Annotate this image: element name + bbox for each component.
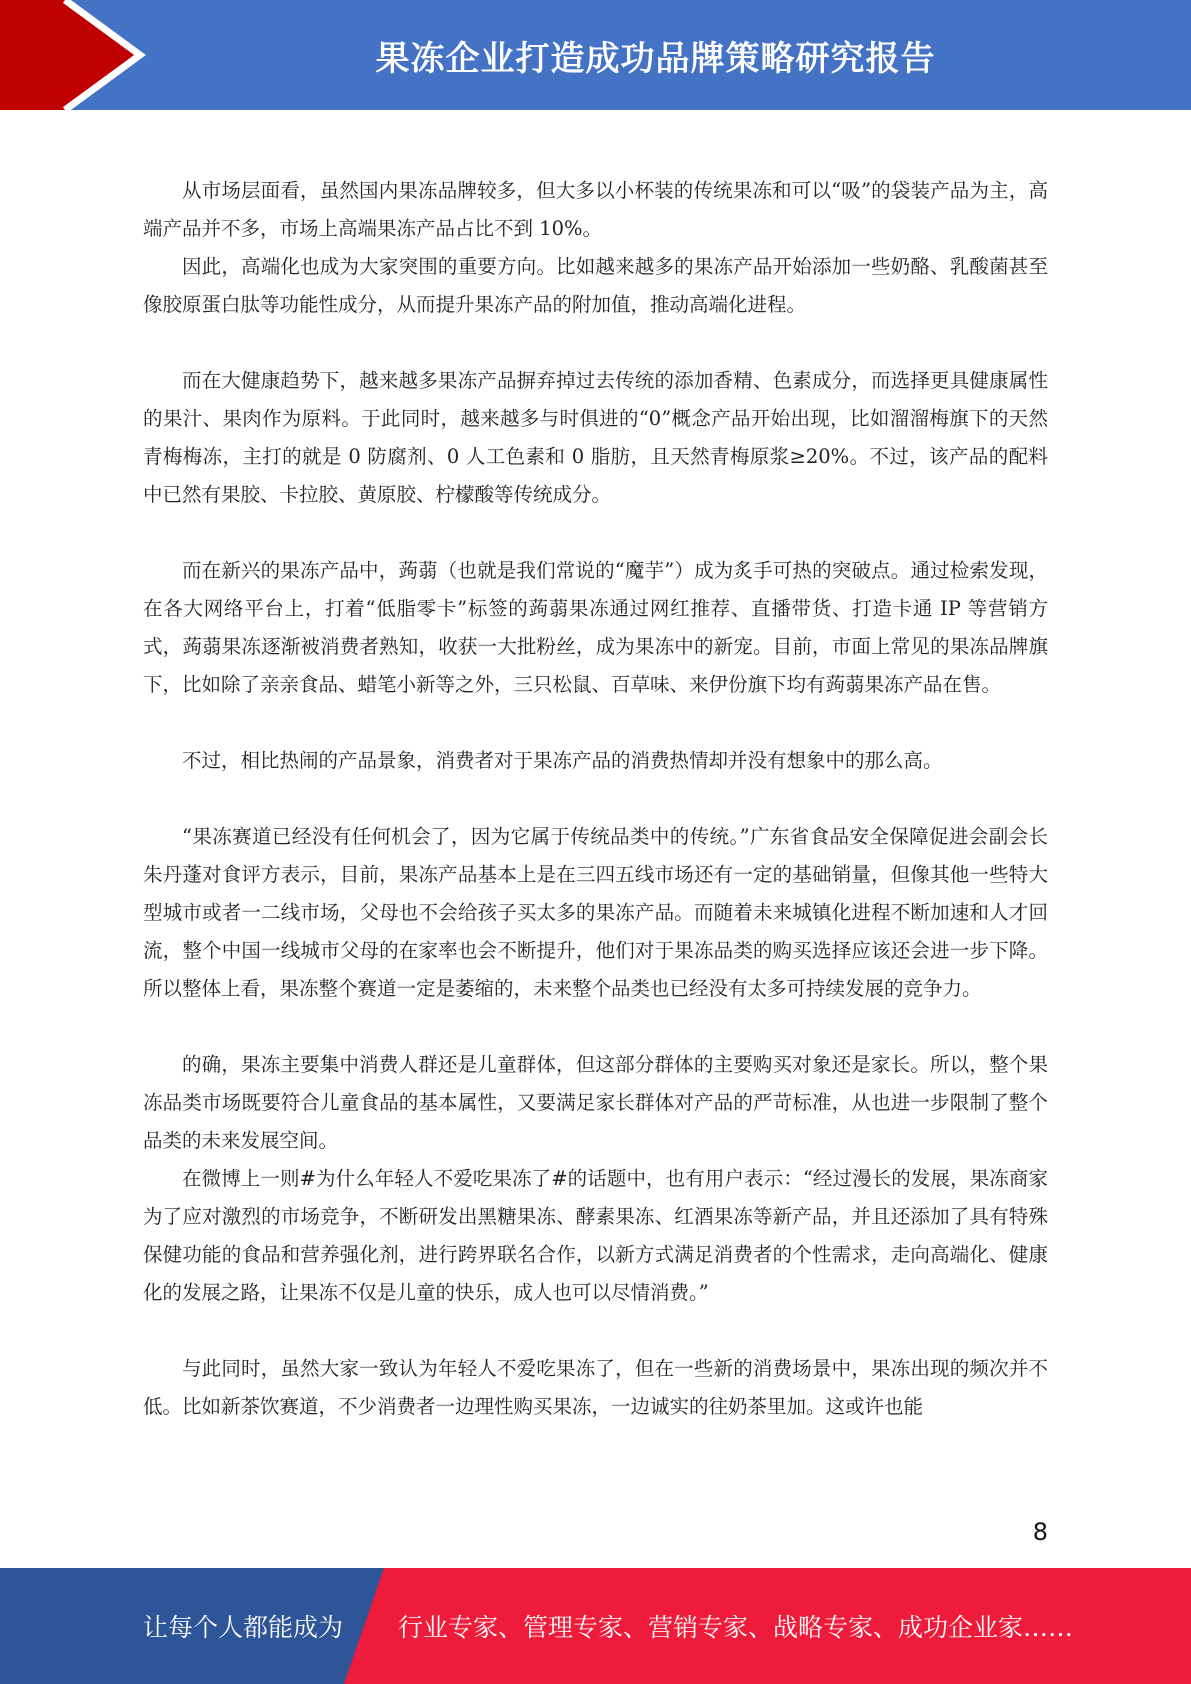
- page-footer: [0, 1568, 1191, 1684]
- page-header: [0, 0, 1191, 110]
- paragraph: 在微博上一则#为什么年轻人不爱吃果冻了#的话题中，也有用户表示：“经过漫长的发展，果冻商家为了应对激烈的市场竞争，不断研发出黑糖果冻、酵素果冻、红酒果冻等新产品，并且还添加了具有特殊保健功能的食品和营养强化剂，进行跨界联名合作，以新方式满足消费者的个性需求，走向高端化、健康化的发展之路，让果冻不仅是儿童的快乐，成人也可以尽情消费。”: [143, 1167, 1048, 1304]
- report-title: 果冻企业打造成功品牌策略研究报告: [375, 38, 936, 79]
- page-number: 8: [1032, 1518, 1048, 1546]
- paragraph: 从市场层面看，虽然国内果冻品牌较多，但大多以小杯装的传统果冻和可以“吸”的袋装产品为主，高端产品并不多，市场上高端果冻产品占比不到 10%。: [143, 179, 1048, 240]
- paragraph: 的确，果冻主要集中消费人群还是儿童群体，但这部分群体的主要购买对象还是家长。所以，整个果冻品类市场既要符合儿童食品的基本属性，又要满足家长群体对产品的严苛标准，从也进一步限制了整个品类的未来发展空间。: [143, 1053, 1048, 1152]
- paragraph: 与此同时，虽然大家一致认为年轻人不爱吃果冻了，但在一些新的消费场景中，果冻出现的频次并不低。比如新茶饮赛道，不少消费者一边理性购买果冻，一边诚实的往奶茶里加。这或许也能: [143, 1357, 1048, 1418]
- paragraph: 而在大健康趋势下，越来越多果冻产品摒弃掉过去传统的添加香精、色素成分，而选择更具健康属性的果汁、果肉作为原料。于此同时，越来越多与时俱进的“0”概念产品开始出现，比如溜溜梅旗下的天然青梅梅冻，主打的就是 0 防腐剂、0 人工色素和 0 脂肪，且天然青梅原浆≥20%。不过，该产品的配料中已然有果胶、卡拉胶、黄原胶、柠檬酸等传统成分。: [143, 369, 1048, 506]
- paragraph: 不过，相比热闹的产品景象，消费者对于果冻产品的消费热情却并没有想象中的那么高。: [182, 749, 943, 772]
- footer-slogan-right: 行业专家、管理专家、营销专家、战略专家、成功企业家……: [398, 1613, 1074, 1642]
- paragraph: “果冻赛道已经没有任何机会了，因为它属于传统品类中的传统。”广东省食品安全保障促进会副会长朱丹蓬对食评方表示，目前，果冻产品基本上是在三四五线市场还有一定的基础销量，但像其他一些特大型城市或者一二线市场，父母也不会给孩子买太多的果冻产品。而随着未来城镇化进程不断加速和人才回流，整个中国一线城市父母的在家率也会不断提升，他们对于果冻品类的购买选择应该还会进一步下降。所以整体上看，果冻整个赛道一定是萎缩的，未来整个品类也已经没有太多可持续发展的竞争力。: [143, 825, 1048, 1000]
- footer-slogan-left: 让每个人都能成为: [143, 1613, 344, 1642]
- paragraph: 因此，高端化也成为大家突围的重要方向。比如越来越多的果冻产品开始添加一些奶酪、乳酸菌甚至像胶原蛋白肽等功能性成分，从而提升果冻产品的附加值，推动高端化进程。: [143, 255, 1048, 316]
- article-body: [143, 172, 1048, 1426]
- paragraph: 而在新兴的果冻产品中，蒟蒻（也就是我们常说的“魔芋”）成为炙手可热的突破点。通过检索发现，在各大网络平台上，打着“低脂零卡”标签的蒟蒻果冻通过网红推荐、直播带货、打造卡通 IP 等营销方式，蒟蒻果冻逐渐被消费者熟知，收获一大批粉丝，成为果冻中的新宠。目前，市面上常见的果冻品牌旗下，比如除了亲亲食品、蜡笔小新等之外，三只松鼠、百草味、来伊份旗下均有蒟蒻果冻产品在售。: [143, 559, 1048, 696]
